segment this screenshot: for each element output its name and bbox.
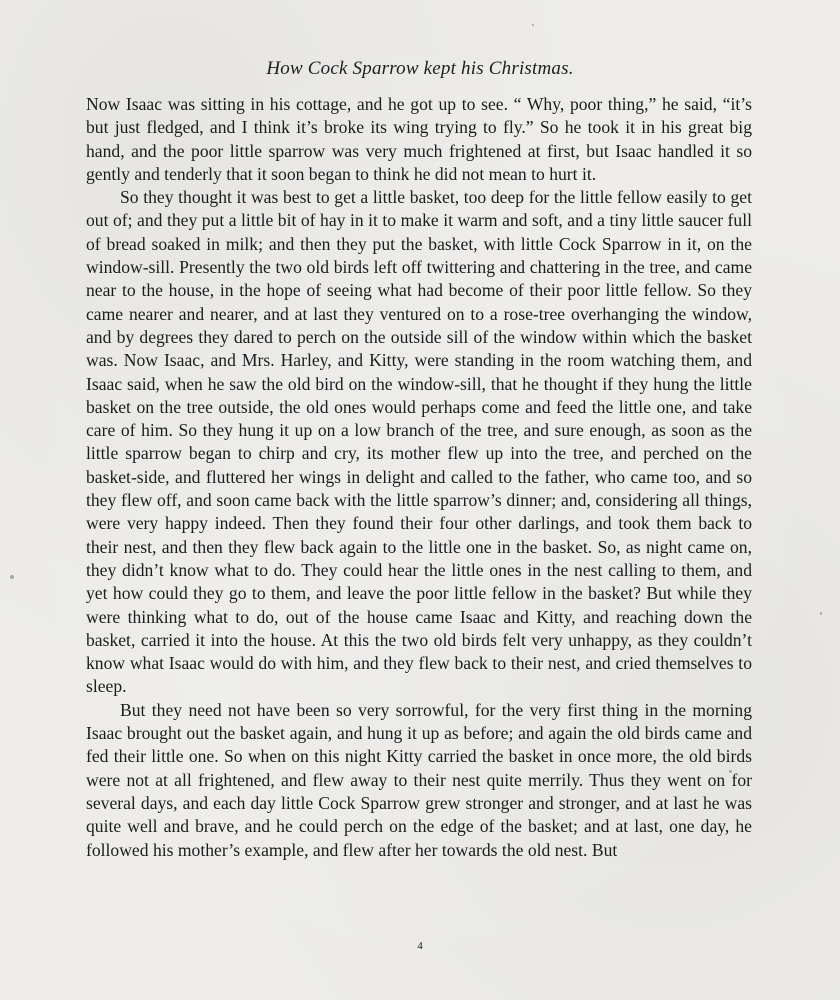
page-number: 4	[417, 940, 423, 952]
paper-speck	[532, 24, 534, 26]
paragraph: But they need not have been so very sorrowful, for the very first thing in the morning Isaac brought out the basket again, and hung it up as before; and again the old birds came and fed their little one. So when on this night Kitty carried the basket in once more, the old birds were not at all frightened, and flew away to their nest quite merrily. Thus they went on for several days, and each day little Cock Sparrow grew stronger and stronger, and at last he was quite well and brave, and he could perch on the edge of the basket; and at last, one day, he followed his mother’s example, and flew after her towards the old nest. But	[86, 699, 752, 860]
running-title: How Cock Sparrow kept his Christmas.	[266, 58, 574, 79]
paragraph: So they thought it was best to get a little basket, too deep for the little fellow easily to get out of; and they put a little bit of hay in it to make it warm and soft, and a tiny little saucer full of bread soaked in milk; and then they put the basket, with little Cock Sparrow in it, on the window-sill. Presently the two old birds left off twittering and chattering in the tree, and came near to the house, in the hope of seeing what had become of their poor little fellow. So they came nearer and nearer, and at last they ventured on to a rose-tree overhanging the window, and by degrees they dared to perch on the outside sill of the window within which the basket was. Now Isaac, and Mrs. Harley, and Kitty, were standing in the room watching them, and Isaac said, when he saw the old bird on the window-sill, that he thought if they hung the little basket on the tree outside, the old ones would perhaps come and feed the little one, and take care of him. So they hung it up on a low branch of the tree, and sure enough, as soon as the little sparrow began to chirp and cry, its mother flew up into the tree, and perched on the basket-side, and fluttered her wings in delight and called to the father, who came too, and so they flew off, and soon came back with the little sparrow’s dinner; and, considering all things, were very happy indeed. Then they found their four other darlings, and took them back to their nest, and then they flew back again to the little one in the basket. So, as night came on, they didn’t know what to do. They could hear the little ones in the nest calling to them, and yet how could they go to them, and leave the poor little fellow in the basket? But while they were thinking what to do, out of the house came Isaac and Kitty, and reaching down the basket, carried it into the house. At this the two old birds felt very unhappy, as they couldn’t know what Isaac would do with him, and they flew back to their nest, and cried themselves to sleep.	[86, 187, 752, 697]
paper-speck	[729, 770, 732, 773]
paper-speck	[10, 575, 14, 579]
paragraph: Now Isaac was sitting in his cottage, and he got up to see. “ Why, poor thing,” he said, “it’s but just fledged, and I think it’s broke its wing trying to fly.” So he took it in his great big hand, and the poor little sparrow was very much frightened at first, but Isaac handled it so gently and tenderly that it soon began to think he did not mean to hurt it.	[86, 94, 752, 184]
story-text	[86, 93, 752, 862]
paper-speck	[820, 612, 822, 615]
